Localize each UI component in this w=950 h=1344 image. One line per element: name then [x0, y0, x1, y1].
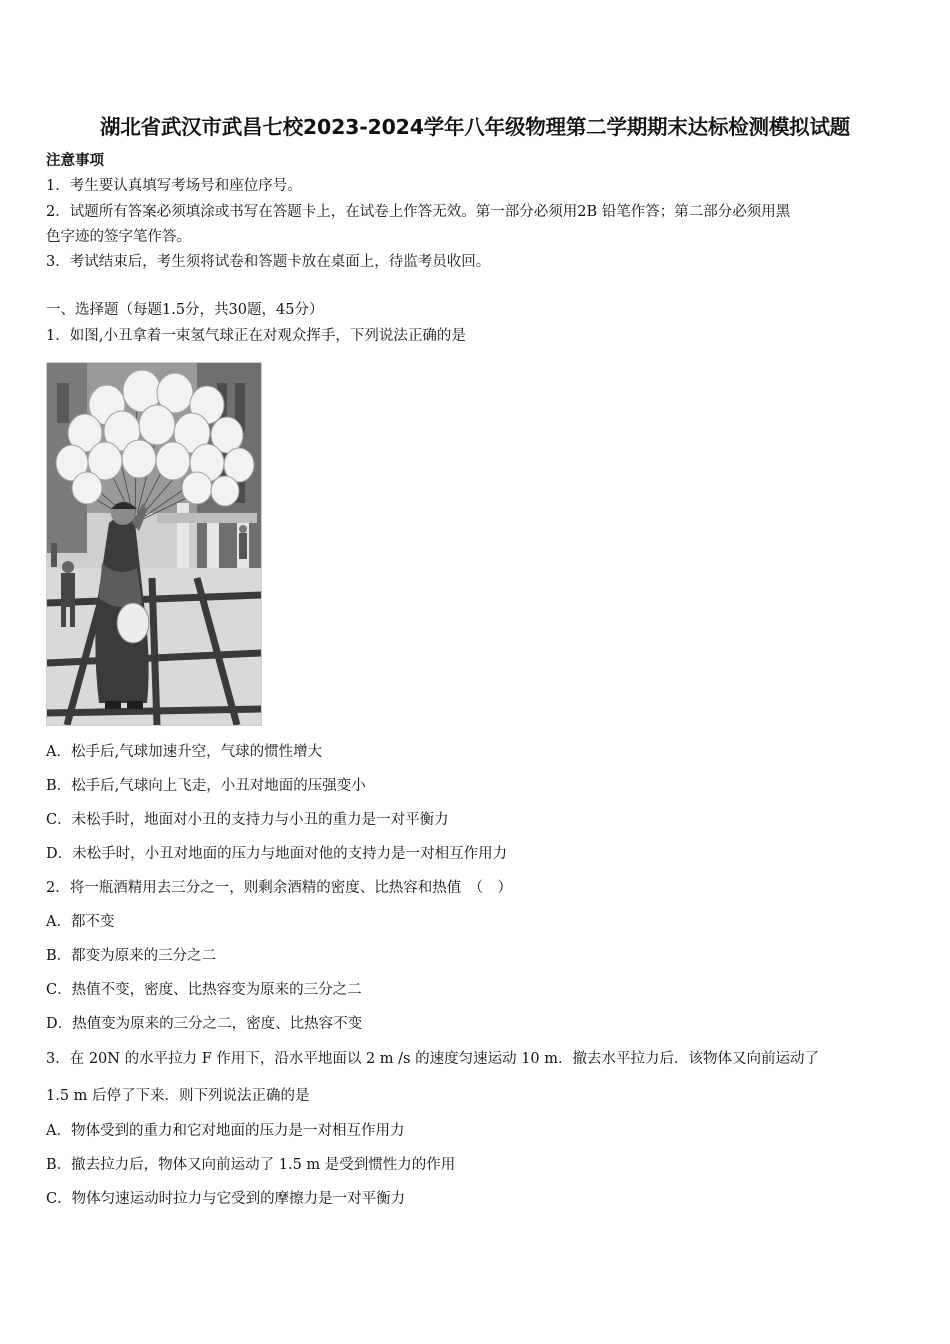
- option-item: D．未松手时，小丑对地面的压力与地面对他的支持力是一对相互作用力: [46, 846, 508, 862]
- notice-heading: 注意事项: [46, 152, 104, 169]
- notice-item: 2．试题所有答案必须填涂或书写在答题卡上，在试卷上作答无效。第一部分必须用2B 铅笔作答；第二部分必须用黑: [46, 204, 791, 220]
- option-item: D．热值变为原来的三分之二，密度、比热容不变: [46, 1016, 363, 1032]
- section-heading: 一、选择题（每题1.5分，共30题，45分）: [46, 302, 324, 318]
- question-stem-continued: 1.5 m 后停了下来．则下列说法正确的是: [46, 1088, 310, 1104]
- option-item: A．松手后,气球加速升空，气球的惯性增大: [46, 744, 323, 760]
- question-stem: 1．如图,小丑拿着一束氢气球正在对观众挥手，下列说法正确的是: [46, 328, 466, 344]
- question-stem: 3．在 20N 的水平拉力 F 作用下，沿水平地面以 2 m /s 的速度匀速运动 10 m．撤去水平拉力后．该物体又向前运动了: [46, 1051, 820, 1067]
- question-stem: 2．将一瓶酒精用去三分之一，则剩余酒精的密度、比热容和热值 （ ）: [46, 880, 512, 896]
- option-item: B．都变为原来的三分之二: [46, 948, 217, 964]
- clown-balloons-photo: [46, 362, 262, 726]
- option-item: C．物体匀速运动时拉力与它受到的摩擦力是一对平衡力: [46, 1191, 406, 1207]
- notice-item: 3．考试结束后，考生须将试卷和答题卡放在桌面上，待监考员收回。: [46, 254, 491, 270]
- option-item: C．未松手时，地面对小丑的支持力与小丑的重力是一对平衡力: [46, 812, 449, 828]
- notice-item: 色字迹的签字笔作答。: [46, 229, 191, 245]
- option-item: C．热值不变，密度、比热容变为原来的三分之二: [46, 982, 362, 998]
- option-item: A．物体受到的重力和它对地面的压力是一对相互作用力: [46, 1123, 405, 1139]
- option-item: B．撤去拉力后，物体又向前运动了 1.5 m 是受到惯性力的作用: [46, 1157, 456, 1173]
- option-item: A．都不变: [46, 914, 115, 930]
- notice-item: 1．考生要认真填写考场号和座位序号。: [46, 178, 302, 194]
- option-item: B．松手后,气球向上飞走，小丑对地面的压强变小: [46, 778, 366, 794]
- clown-balloons-illustration: [47, 363, 261, 725]
- page-title: 湖北省武汉市武昌七校2023-2024学年八年级物理第二学期期末达标检测模拟试题: [99, 115, 851, 139]
